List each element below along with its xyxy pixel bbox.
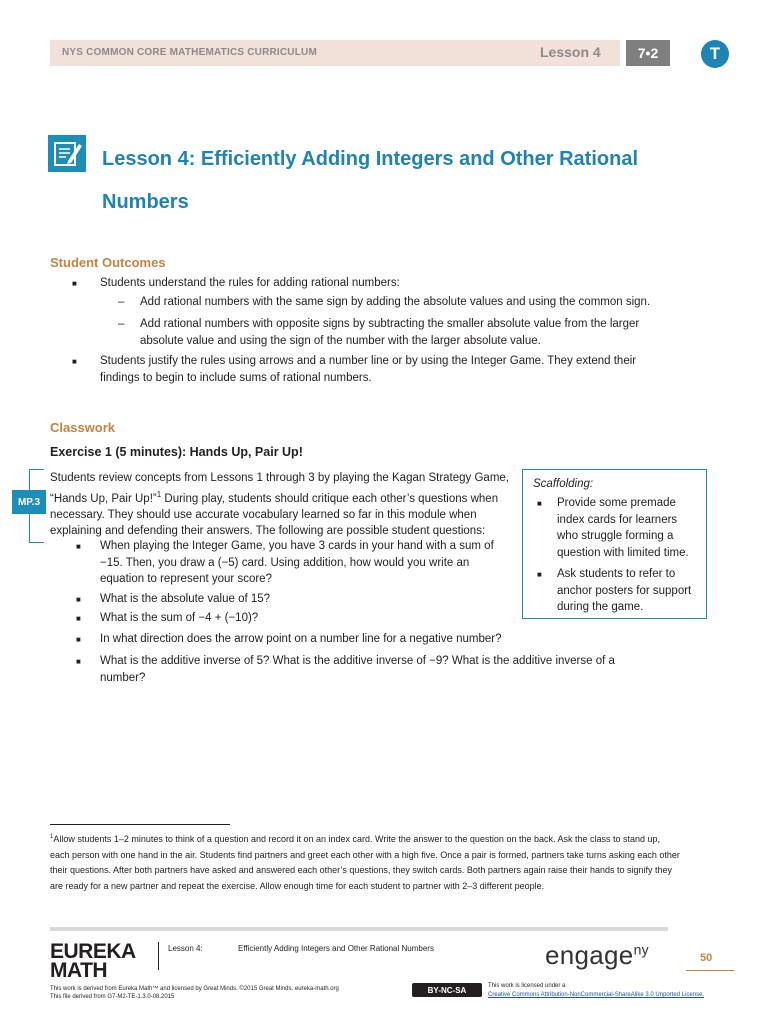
question-5: What is the additive inverse of 5? What is the additive inverse of −9? What is the additive inverse of a number? [100, 655, 615, 684]
question-1: When playing the Integer Game, you have 3 cards in your hand with a sum of −15. Then, you draw a (−5) card. Using addition, how would you write an equation to represent your score? [100, 540, 494, 585]
curriculum-label: NYS COMMON CORE MATHEMATICS CURRICULUM [62, 47, 317, 58]
header-lesson: Lesson 4 [540, 44, 601, 60]
derived-line-2: This file derived from G7-M2-TE-1.3.0-08.2015 [50, 994, 175, 1000]
outcome-1-sub-1: Add rational numbers with the same sign by adding the absolute values and using the common sign. [140, 296, 651, 308]
scaffolding-box [522, 469, 707, 619]
footnote-ref: 1 [156, 489, 162, 499]
scaffolding-item-1: Provide some premade index cards for learners who struggle forming a question with limited time. [557, 497, 689, 559]
engage-sup: ny [633, 941, 649, 958]
exercise-intro-a: Students review concepts from Lessons 1 through 3 by playing the Kagan Strategy Game, “Hands Up, Pair Up!” [50, 472, 509, 505]
license-text: This work is licensed under a [488, 983, 566, 989]
outcome-1: Students understand the rules for adding rational numbers: [100, 277, 400, 289]
footnote-number: 1 [50, 834, 54, 840]
page-title: Lesson 4: Efficiently Adding Integers and Other Rational Numbers [102, 148, 638, 213]
student-outcomes-heading: Student Outcomes [50, 255, 166, 270]
outcome-1-sub-2: Add rational numbers with opposite signs by subtracting the smaller absolute value from the larger absolute value and using the sign of the number with the larger absolute value. [140, 318, 640, 347]
footnote-text: Allow students 1–2 minutes to think of a question and record it on an index card. Write the answer to the question on the back. Ask the class to stand up, each person with one hand in the air. Students find partners and greet each other with a high five. Once a pair is formed, partners take turns asking each other their questions. After both partners have asked and answered each other’s questions, they switch cards. Both partners again raise their hands to signify they are ready for a new partner and repeat the exercise. Allow enough time for each student to partner with 2–3 different people. [50, 834, 680, 891]
question-3: What is the sum of −4 + (−10)? [100, 612, 259, 624]
bullet-icon: ■ [72, 357, 77, 366]
logo-line-2: MATH [50, 959, 108, 982]
question-2: What is the absolute value of 15? [100, 593, 271, 605]
cc-license-badge: BY-NC-SA [412, 983, 482, 997]
exercise-intro-b: During play, students should critique each other’s questions when necessary. They should use accurate vocabulary learned so far in this module when explaining and defending their answers. The following are possible student questions: [50, 492, 499, 538]
page-number: 50 [700, 952, 713, 964]
pencil-paper-icon [48, 135, 86, 172]
outcome-2: Students justify the rules using arrows and a number line or by using the Integer Game. They extend their findings to begin to include sums of rational numbers. [100, 355, 637, 384]
page-number-underline [686, 970, 734, 971]
scaffolding-item-2: Ask students to refer to anchor posters for support during the game. [557, 568, 692, 613]
footer-lesson-title: Efficiently Adding Integers and Other Rational Numbers [238, 944, 434, 953]
bullet-icon: ■ [537, 499, 542, 508]
grade-module-badge: 7•2 [626, 40, 670, 66]
bullet-icon: ■ [76, 614, 81, 623]
exercise-intro [50, 470, 510, 540]
license-link[interactable]: Creative Commons Attribution-NonCommercial-ShareAlike 3.0 Unported License. [488, 992, 705, 998]
footer-divider [158, 942, 159, 970]
footnote-divider [50, 824, 230, 825]
bullet-icon: ■ [72, 279, 77, 288]
engageny-logo [545, 940, 649, 971]
bullet-icon: ■ [76, 657, 81, 666]
engage-text: engage [545, 940, 634, 970]
question-4: In what direction does the arrow point on a number line for a negative number? [100, 633, 502, 645]
exercise-title: Exercise 1 (5 minutes): Hands Up, Pair Up! [50, 445, 303, 459]
bullet-icon: ■ [76, 542, 81, 551]
footer-bar [50, 927, 668, 931]
scaffolding-heading: Scaffolding: [533, 478, 594, 490]
bullet-icon: ■ [76, 635, 81, 644]
logo-line-1: EUREKA [50, 940, 136, 963]
eureka-math-logo [50, 942, 136, 980]
teacher-badge: T [701, 40, 729, 68]
dash-icon: – [118, 318, 125, 330]
classwork-heading: Classwork [50, 420, 116, 435]
bullet-icon: ■ [76, 595, 81, 604]
dash-icon: – [118, 296, 125, 308]
footer-lesson-label: Lesson 4: [168, 944, 203, 953]
mp-badge: MP.3 [12, 490, 46, 514]
footnote [50, 830, 680, 894]
bullet-icon: ■ [537, 570, 542, 579]
derived-line-1: This work is derived from Eureka Math™ and licensed by Great Minds. ©2015 Great Minds. eureka-math.org [50, 986, 339, 992]
